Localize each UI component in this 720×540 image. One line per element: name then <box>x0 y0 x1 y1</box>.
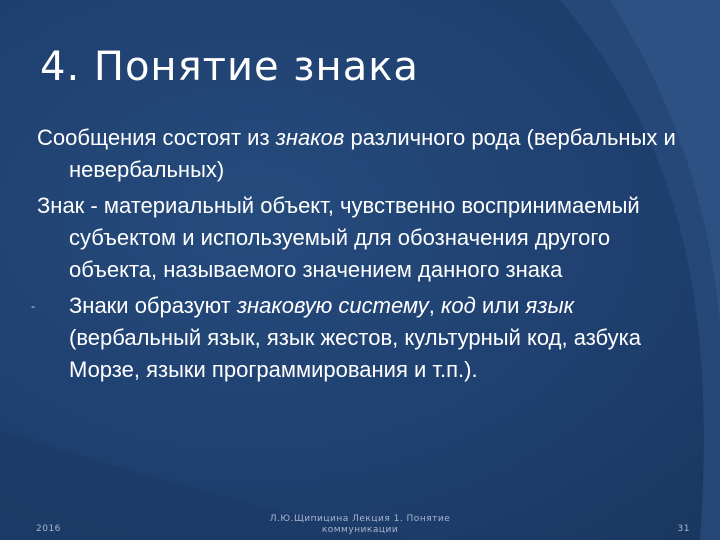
emphasis-sign-system: знаковую систему <box>236 293 429 318</box>
footer-author-lecture: Л.Ю.Щипицина Лекция 1. Понятие коммуникации <box>269 514 451 535</box>
slide-title: 4. Понятие знака <box>40 44 419 90</box>
footer-page-number: 31 <box>677 524 690 534</box>
text: , <box>428 293 442 318</box>
text: (вербальный язык, язык жестов, культурный код, азбука Морзе, языки программирования и т.п.). <box>69 325 641 382</box>
text: различного рода (вербальных и невербальных) <box>69 125 676 182</box>
paragraph-messages <box>37 122 677 186</box>
paragraph-sign-definition <box>37 190 677 286</box>
text: или <box>475 293 526 318</box>
emphasis-signs: знаков <box>275 125 345 150</box>
text: Сообщения состоят из <box>37 125 276 150</box>
text: Знак - материальный объект, чувственно воспринимаемый субъектом и используемый для обозначения другого объекта, называемого значением данного знака <box>37 193 640 282</box>
bullet-dash: - <box>31 299 35 313</box>
paragraph-sign-systems <box>31 290 677 386</box>
slide-body <box>31 122 677 390</box>
emphasis-code: код <box>441 293 476 318</box>
footer-year: 2016 <box>36 524 61 534</box>
text: Знаки образуют <box>69 293 237 318</box>
emphasis-language: язык <box>525 293 575 318</box>
